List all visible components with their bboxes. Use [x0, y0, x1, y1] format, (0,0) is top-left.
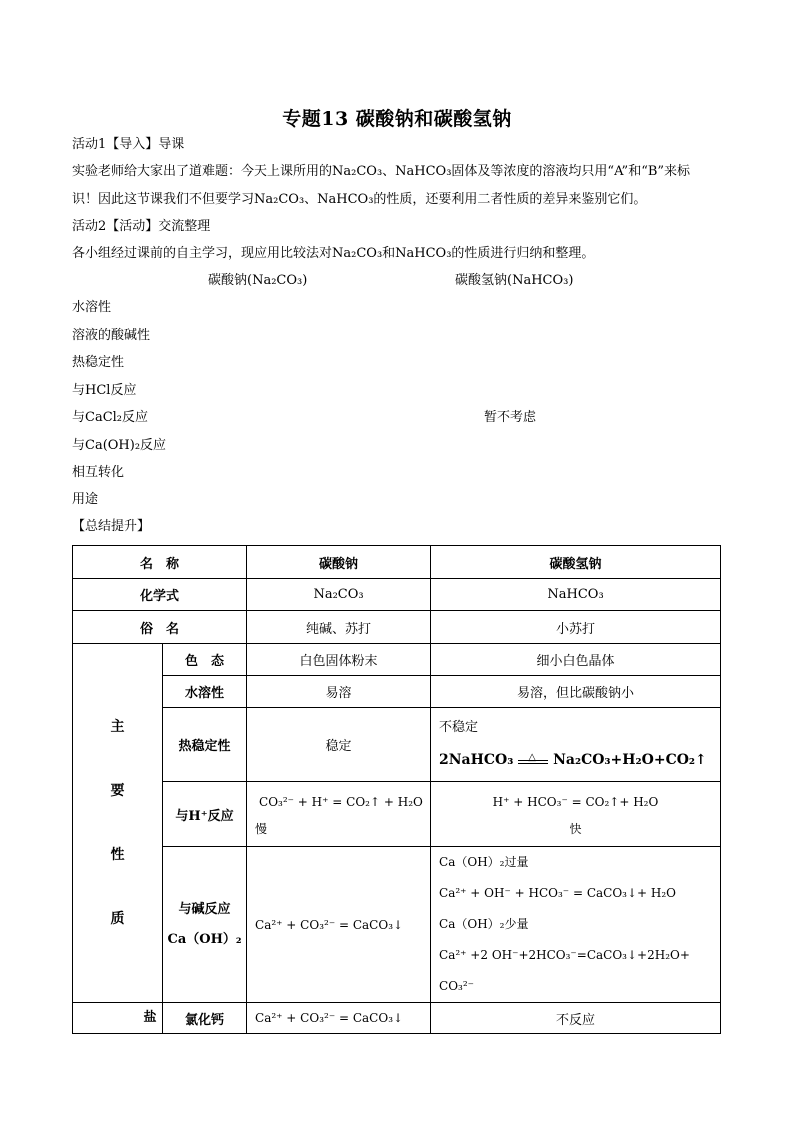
row-label-appearance: 色 态 — [163, 644, 247, 676]
cell-cacl2-na2co3: Ca²⁺ + CO₃²⁻ = CaCO₃↓ — [247, 1003, 431, 1034]
note-not-considered: 暂不考虑 — [484, 410, 537, 425]
row-label-salt — [73, 1003, 247, 1034]
main-char-2: 要 — [110, 783, 125, 799]
cell-thermal-na2co3: 稳定 — [247, 708, 431, 782]
property-row-uses: 用途 — [72, 492, 99, 507]
comparison-table — [72, 545, 721, 1034]
header-name: 名 称 — [73, 546, 247, 579]
cell-appearance-na2co3: 白色固体粉末 — [247, 644, 431, 676]
activity2-heading: 活动2【活动】交流整理 — [72, 219, 211, 234]
property-row-thermal: 热稳定性 — [72, 355, 125, 370]
table-row — [73, 644, 721, 676]
row-label-common-name: 俗 名 — [73, 611, 247, 644]
row-label-formula: 化学式 — [73, 579, 247, 611]
base-limited-label: Ca（OH）₂少量 — [439, 917, 529, 931]
cell-base-nahco3 — [431, 847, 721, 1003]
cell-base-na2co3: Ca²⁺ + CO₃²⁻ = CaCO₃↓ — [247, 847, 431, 1003]
cell-formula-na2co3: Na₂CO₃ — [247, 579, 431, 611]
acid-rate-na2co3: 慢 — [255, 822, 268, 836]
row-label-solubility: 水溶性 — [163, 676, 247, 708]
cell-thermal-nahco3 — [431, 708, 721, 782]
heating-equals-icon — [518, 751, 548, 764]
table-row — [73, 676, 721, 708]
acid-equation-nahco3: H⁺ + HCO₃⁻ = CO₂↑+ H₂O — [492, 795, 659, 809]
table-row — [73, 546, 721, 579]
property-row-conversion: 相互转化 — [72, 465, 125, 480]
column-header-na2co3: 碳酸钠(Na₂CO₃) — [208, 273, 308, 288]
table-row — [73, 1003, 721, 1034]
thermal-unstable-text: 不稳定 — [439, 719, 479, 735]
main-properties-label — [73, 644, 163, 1003]
property-row-caoh2: 与Ca(OH)₂反应 — [72, 438, 167, 453]
main-char-1: 主 — [110, 719, 125, 735]
cell-acid-na2co3 — [247, 782, 431, 847]
decomposition-rhs: Na₂CO₃+H₂O+CO₂↑ — [553, 751, 707, 768]
main-char-4: 质 — [110, 911, 125, 927]
property-row-acidity: 溶液的酸碱性 — [72, 328, 151, 343]
decomposition-lhs: 2NaHCO₃ — [439, 751, 514, 768]
property-row-cacl2: 与CaCl₂反应 — [72, 410, 149, 425]
cell-common-nahco3: 小苏打 — [431, 611, 721, 644]
base-excess-label: Ca（OH）₂过量 — [439, 855, 529, 869]
activity1-paragraph-line1: 实验老师给大家出了道难题：今天上课所用的Na₂CO₃、NaHCO₃固体及等浓度的溶液均只用“A”和“B”来标 — [72, 164, 691, 179]
activity1-paragraph-line2: 识！因此这节课我们不但要学习Na₂CO₃、NaHCO₃的性质，还要利用二者性质的差异来鉴别它们。 — [72, 192, 647, 207]
cell-solubility-nahco3: 易溶，但比碳酸钠小 — [431, 676, 721, 708]
cell-appearance-nahco3: 细小白色晶体 — [431, 644, 721, 676]
main-char-3: 性 — [110, 847, 125, 863]
header-na2co3: 碳酸钠 — [247, 546, 431, 579]
row-label-base-reaction — [163, 847, 247, 1003]
cell-acid-nahco3 — [431, 782, 721, 847]
acid-rate-nahco3: 快 — [569, 822, 582, 836]
calcium-chloride-label: 氯化钙 — [185, 1012, 225, 1028]
salt-label: 盐 — [73, 1003, 163, 1033]
property-row-solubility: 水溶性 — [72, 300, 112, 315]
heat-triangle-icon: △ — [528, 751, 536, 763]
base-reaction-label: 与碱反应 — [178, 901, 231, 917]
cell-formula-nahco3: NaHCO₃ — [431, 579, 721, 611]
cell-cacl2-nahco3: 不反应 — [431, 1003, 721, 1034]
decomposition-equation — [439, 745, 716, 775]
cell-common-na2co3: 纯碱、苏打 — [247, 611, 431, 644]
base-excess-equation: Ca²⁺ + OH⁻ + HCO₃⁻ = CaCO₃↓+ H₂O — [439, 886, 677, 900]
table-row — [73, 579, 721, 611]
table-row — [73, 782, 721, 847]
activity1-heading: 活动1【导入】导课 — [72, 137, 185, 152]
base-limited-equation: Ca²⁺ +2 OH⁻+2HCO₃⁻=CaCO₃↓+2H₂O+ CO₃²⁻ — [439, 948, 690, 993]
property-row-hcl: 与HCl反应 — [72, 383, 137, 398]
row-label-thermal-stability: 热稳定性 — [163, 708, 247, 782]
header-nahco3: 碳酸氢钠 — [431, 546, 721, 579]
cell-solubility-na2co3: 易溶 — [247, 676, 431, 708]
base-reaction-reagent: Ca（OH）₂ — [167, 931, 242, 947]
summary-heading: 【总结提升】 — [72, 519, 151, 534]
page-title: 专题13 碳酸钠和碳酸氢钠 — [282, 108, 512, 130]
table-row — [73, 847, 721, 1003]
activity2-paragraph: 各小组经过课前的自主学习，现应用比较法对Na₂CO₃和NaHCO₃的性质进行归纳和整理。 — [72, 246, 595, 261]
column-header-nahco3: 碳酸氢钠(NaHCO₃) — [455, 273, 574, 288]
table-row — [73, 708, 721, 782]
row-label-acid-reaction: 与H⁺反应 — [163, 782, 247, 847]
acid-equation-na2co3: CO₃²⁻ + H⁺ = CO₂↑ + H₂O — [259, 795, 423, 809]
table-row — [73, 611, 721, 644]
